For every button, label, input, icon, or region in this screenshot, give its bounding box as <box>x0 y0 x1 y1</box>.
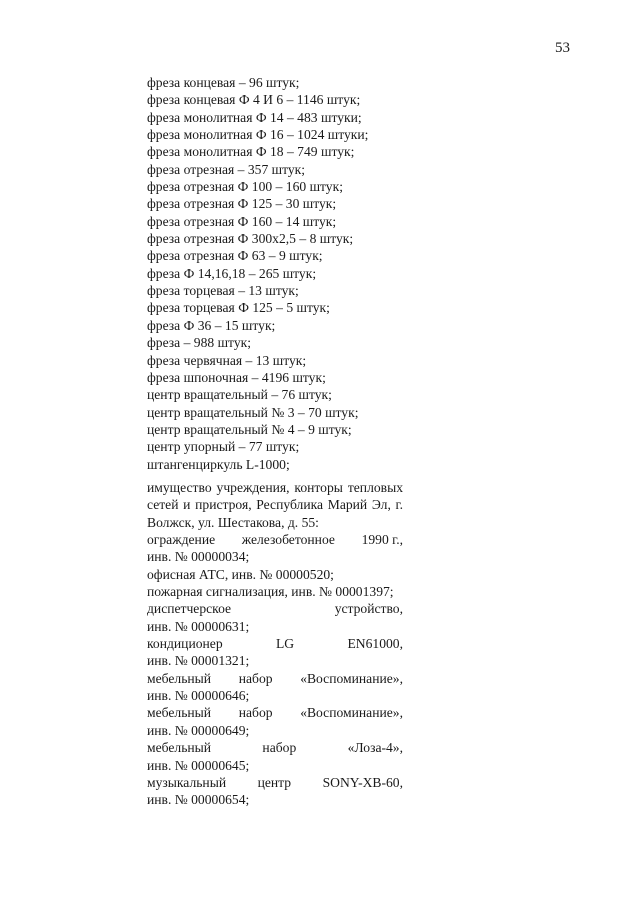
property-item-title <box>147 739 403 756</box>
list-item: фреза отрезная Ф 160 – 14 штук; <box>147 213 337 229</box>
section-heading: имущество учреждения, конторы тепловых сетей и пристроя, Республика Марий Эл, г. Волжск, ул. Шестакова, д. 55: <box>147 480 403 530</box>
list-item: фреза отрезная – 357 штук; <box>147 161 306 177</box>
property-item-inventory: инв. № 00000645; <box>147 757 250 773</box>
title-word: 1990 г., <box>361 532 403 548</box>
list-item: фреза торцевая – 13 штук; <box>147 283 299 299</box>
property-item-inventory: инв. № 00000631; <box>147 618 250 634</box>
title-word: мебельный <box>147 740 212 756</box>
page-number: 53 <box>555 40 570 56</box>
list-item: фреза отрезная Ф 300х2,5 – 8 штук; <box>147 231 354 247</box>
property-item-title <box>147 566 403 583</box>
title-word: набор <box>238 705 273 721</box>
list-item: фреза монолитная Ф 18 – 749 штук; <box>147 144 355 160</box>
property-item-title <box>147 704 403 721</box>
property-item-inventory: инв. № 00000649; <box>147 722 250 738</box>
title-word: «Лоза-4», <box>347 740 403 756</box>
list-item: фреза отрезная Ф 63 – 9 штук; <box>147 248 323 264</box>
title-word: кондиционер <box>147 636 223 652</box>
title-word: железобетонное <box>241 532 335 548</box>
list-item: фреза червячная – 13 штук; <box>147 352 307 368</box>
title-word: набор <box>262 740 297 756</box>
list-item: центр вращательный № 4 – 9 штук; <box>147 421 352 437</box>
title-word: музыкальный <box>147 774 227 790</box>
title-word: LG <box>276 636 295 652</box>
title-word: пожарная сигнализация, инв. № 00001397; <box>147 584 394 600</box>
title-word: SONY-XB-60, <box>322 774 403 790</box>
title-word: диспетчерское <box>147 601 232 617</box>
property-section <box>147 479 403 809</box>
list-item: центр вращательный № 3 – 70 штук; <box>147 404 359 420</box>
list-item: фреза торцевая Ф 125 – 5 штук; <box>147 300 330 316</box>
list-item: фреза отрезная Ф 125 – 30 штук; <box>147 196 337 212</box>
list-item: фреза отрезная Ф 100 – 160 штук; <box>147 179 343 195</box>
title-word: «Воспоминание», <box>300 670 403 686</box>
property-item-title <box>147 635 403 652</box>
title-word: ограждение <box>147 532 216 548</box>
list-item: центр вращательный – 76 штук; <box>147 387 332 403</box>
list-item: фреза концевая – 96 штук; <box>147 75 300 90</box>
property-item-title <box>147 774 403 791</box>
title-word: EN61000, <box>347 636 403 652</box>
list-item: фреза монолитная Ф 16 – 1024 штуки; <box>147 127 369 143</box>
list-item: фреза – 988 штук; <box>147 335 251 351</box>
list-item: штангенциркуль L-1000; <box>147 456 290 472</box>
property-items <box>147 531 403 809</box>
list-item: центр упорный – 77 штук; <box>147 439 300 455</box>
title-word: набор <box>238 670 273 686</box>
title-word: мебельный <box>147 670 212 686</box>
property-item-inventory: инв. № 00000646; <box>147 688 250 704</box>
property-item-title <box>147 600 403 617</box>
title-word: центр <box>257 774 292 790</box>
property-item-title <box>147 670 403 687</box>
equipment-list <box>147 74 417 473</box>
title-word: «Воспоминание», <box>300 705 403 721</box>
property-item-title <box>147 583 403 600</box>
property-item-title <box>147 531 403 548</box>
title-word: офисная АТС, инв. № 00000520; <box>147 566 334 582</box>
title-word: устройство, <box>334 601 403 617</box>
property-item-inventory: инв. № 00000654; <box>147 792 250 808</box>
list-item: фреза монолитная Ф 14 – 483 штуки; <box>147 109 362 125</box>
title-word: мебельный <box>147 705 212 721</box>
list-item: фреза концевая Ф 4 И 6 – 1146 штук; <box>147 92 361 108</box>
list-item: фреза Ф 14,16,18 – 265 штук; <box>147 265 317 281</box>
list-item: фреза Ф 36 – 15 штук; <box>147 317 276 333</box>
property-item-inventory: инв. № 00000034; <box>147 549 250 565</box>
property-item-inventory: инв. № 00001321; <box>147 653 250 669</box>
list-item: фреза шпоночная – 4196 штук; <box>147 369 326 385</box>
